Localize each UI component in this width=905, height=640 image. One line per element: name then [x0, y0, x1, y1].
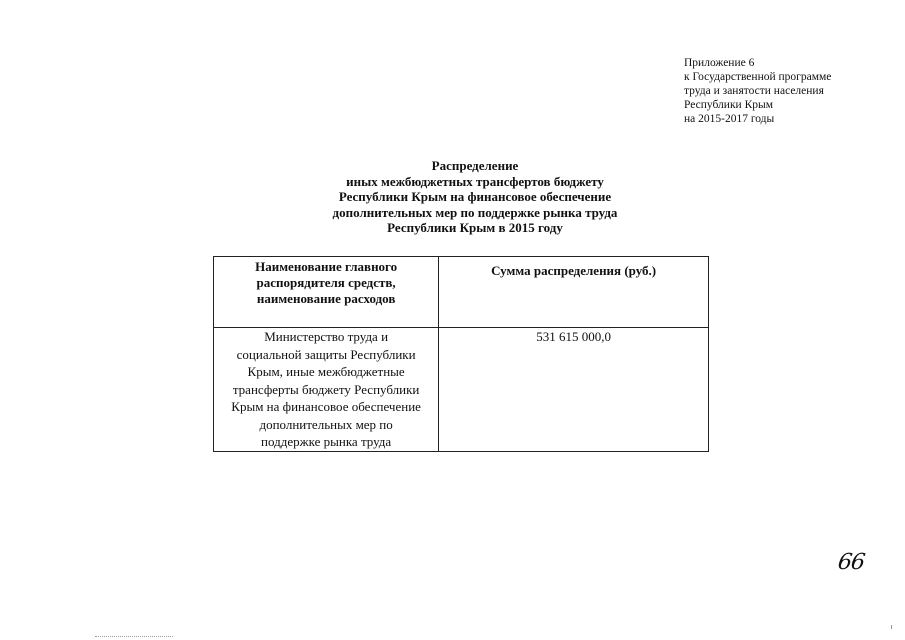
- appendix-line: Приложение 6: [684, 57, 755, 69]
- scan-edge-mark: [891, 625, 892, 629]
- row-name-cell: [214, 328, 439, 452]
- title-line: Республики Крым в 2015 году: [387, 220, 563, 235]
- row-name-line: социальной защиты Республики: [236, 346, 416, 362]
- title-line: Республики Крым на финансовое обеспечение: [338, 189, 612, 204]
- title-line: иных межбюджетных трансфертов бюджету: [346, 173, 604, 189]
- appendix-line: Республики Крым: [684, 99, 773, 111]
- row-name-line: трансферты бюджету Республики: [232, 381, 420, 397]
- appendix-line: на 2015-2017 годы: [684, 113, 775, 125]
- handwritten-page-number: 66: [836, 550, 866, 575]
- document-title: [200, 158, 750, 236]
- header-name-column: [214, 257, 439, 328]
- header-sum-column: [439, 257, 709, 328]
- appendix-line: к Государственной программе: [684, 71, 832, 83]
- row-name-line: Крым на финансовое обеспечение: [231, 399, 421, 414]
- scan-artifact-line: [95, 636, 173, 637]
- row-name-line: дополнительных мер по: [259, 416, 393, 432]
- row-name-line: Министерство труда и: [264, 329, 389, 344]
- title-line: Распределение: [431, 158, 519, 173]
- row-name-line: Крым, иные межбюджетные: [247, 364, 405, 379]
- allocation-table: [213, 256, 709, 452]
- table-header-row: [214, 257, 709, 328]
- header-sum-label: Сумма распределения (руб.): [491, 263, 657, 278]
- header-name-line: распорядителя средств,: [256, 275, 396, 290]
- title-line: дополнительных мер по поддержке рынка труда: [332, 204, 618, 220]
- row-name-line: поддержке рынка труда: [261, 434, 392, 449]
- appendix-line: труда и занятости населения: [684, 85, 824, 97]
- row-sum-cell: [439, 328, 709, 452]
- row-sum-value: 531 615 000,0: [536, 329, 611, 344]
- header-name-line: Наименование главного: [255, 259, 398, 274]
- appendix-note: [684, 56, 831, 126]
- header-name-line: наименование расходов: [256, 291, 396, 306]
- table-row: [214, 328, 709, 452]
